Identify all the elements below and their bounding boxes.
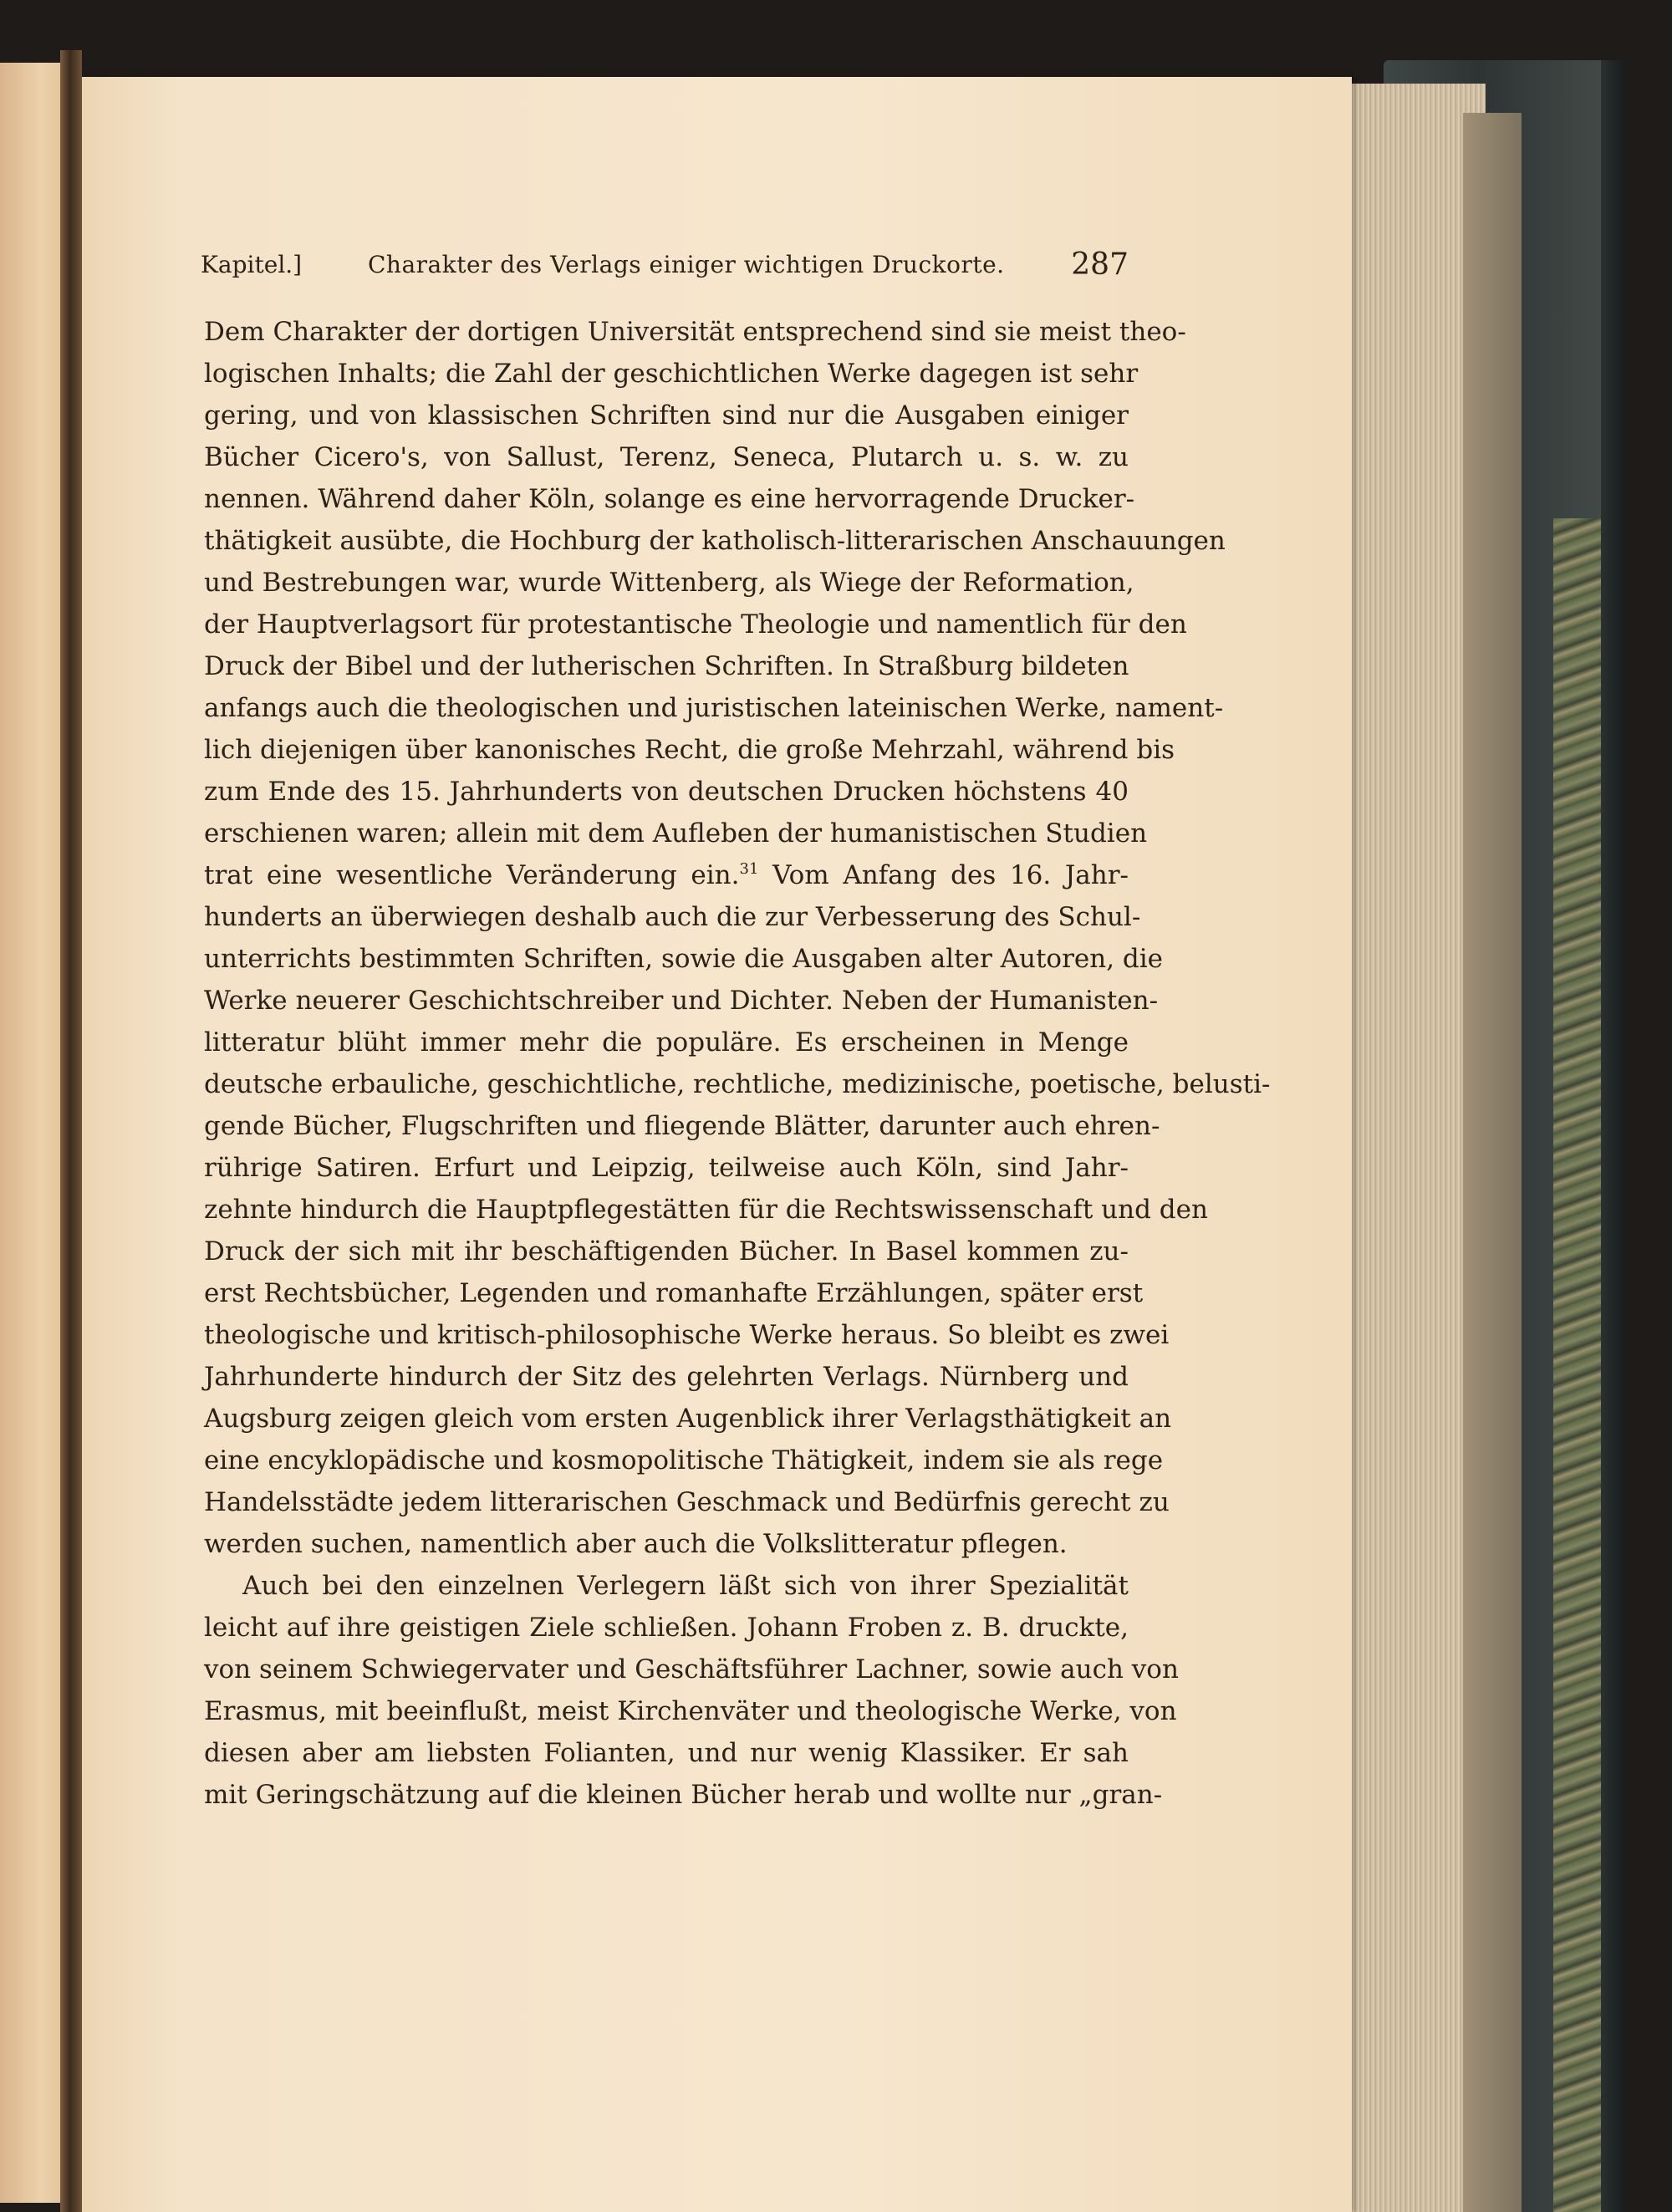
cover-edge — [1601, 60, 1626, 2212]
text-line: theologische und kritisch-philosophische Werke heraus. So bleibt es zwei — [204, 1320, 1170, 1350]
text-line: gende Bücher, Flugschriften und fliegende Blätter, darunter auch ehren- — [204, 1111, 1160, 1141]
text-line: Auch bei den einzelnen Verlegern läßt sich von ihrer Spezialität — [242, 1571, 1129, 1601]
text-line: erst Rechtsbücher, Legenden und romanhafte Erzählungen, später erst — [204, 1278, 1144, 1308]
text-line: unterrichts bestimmten Schriften, sowie die Ausgaben alter Autoren, die — [204, 944, 1164, 974]
running-head-chapter: Kapitel.] — [201, 251, 303, 278]
text-line: eine encyklopädische und kosmopolitische Thätigkeit, indem sie als rege — [204, 1445, 1164, 1476]
facing-page-edge — [0, 63, 69, 2203]
text-line: Erasmus, mit beeinflußt, meist Kirchenväter und theologische Werke, von — [204, 1696, 1177, 1726]
text-line: zum Ende des 15. Jahrhunderts von deutschen Drucken höchstens 40 — [204, 777, 1129, 807]
text-line: Bücher Cicero's, von Sallust, Terenz, Seneca, Plutarch u. s. w. zu — [204, 442, 1129, 472]
text-line: zehnte hindurch die Hauptpflegestätten für die Rechtswissenschaft und den — [204, 1195, 1208, 1225]
text-line: leicht auf ihre geistigen Ziele schließen. Johann Froben z. B. druckte, — [204, 1613, 1129, 1643]
running-head — [201, 247, 1129, 288]
text-line: hunderts an überwiegen deshalb auch die zur Verbesserung des Schul- — [204, 902, 1141, 932]
text-line: Handelsstädte jedem litterarischen Geschmack und Bedürfnis gerecht zu — [204, 1487, 1170, 1517]
text-line: rührige Satiren. Erfurt und Leipzig, teilweise auch Köln, sind Jahr- — [204, 1153, 1129, 1183]
body-text — [204, 311, 1271, 1816]
text-line: Werke neuerer Geschichtschreiber und Dichter. Neben der Humanisten- — [204, 986, 1159, 1016]
text-line: gering, und von klassischen Schriften sind nur die Ausgaben einiger — [204, 400, 1129, 431]
text-line: lich diejenigen über kanonisches Recht, die große Mehrzahl, während bis — [204, 735, 1175, 765]
text-line: von seinem Schwiegervater und Geschäftsführer Lachner, sowie auch von — [204, 1654, 1179, 1684]
text-line: werden suchen, namentlich aber auch die Volkslitteratur pflegen. — [204, 1529, 1068, 1559]
text-line: logischen Inhalts; die Zahl der geschichtlichen Werke dagegen ist sehr — [204, 359, 1139, 389]
book-gutter — [60, 50, 82, 2212]
page-number: 287 — [1071, 247, 1129, 282]
text-line: anfangs auch die theologischen und juristischen lateinischen Werke, nament- — [204, 693, 1224, 723]
footnote-reference: 31 — [739, 860, 759, 878]
text-line: Druck der sich mit ihr beschäftigenden Bücher. In Basel kommen zu- — [204, 1236, 1129, 1267]
text-line: erschienen waren; allein mit dem Aufleben der humanistischen Studien — [204, 818, 1148, 849]
text-line: nennen. Während daher Köln, solange es eine hervorragende Drucker- — [204, 484, 1135, 514]
running-head-title: Charakter des Verlags einiger wichtigen Druckorte. — [368, 251, 1005, 278]
text-line: Augsburg zeigen gleich vom ersten Augenblick ihrer Verlagsthätigkeit an — [204, 1404, 1172, 1434]
text-line: mit Geringschätzung auf die kleinen Bücher herab und wollte nur „gran- — [204, 1780, 1163, 1810]
text-line: Dem Charakter der dortigen Universität entsprechend sind sie meist theo- — [204, 317, 1186, 347]
text-segment: trat eine wesentliche Veränderung ein. — [204, 860, 740, 890]
page-block-shadow — [1463, 113, 1522, 2212]
text-line: Jahrhunderte hindurch der Sitz des gelehrten Verlags. Nürnberg und — [204, 1362, 1129, 1392]
text-line: deutsche erbauliche, geschichtliche, rechtliche, medizinische, poetische, belusti- — [204, 1069, 1271, 1099]
text-line-with-footnote — [204, 854, 1129, 896]
marbled-edge — [1553, 518, 1603, 2212]
text-line: Druck der Bibel und der lutherischen Schriften. In Straßburg bildeten — [204, 651, 1129, 681]
text-line: litteratur blüht immer mehr die populäre. Es erscheinen in Menge — [204, 1027, 1129, 1058]
text-segment: Vom Anfang des 16. Jahr- — [772, 860, 1129, 890]
text-line: diesen aber am liebsten Folianten, und nur wenig Klassiker. Er sah — [204, 1738, 1129, 1768]
text-line: der Hauptverlagsort für protestantische Theologie und namentlich für den — [204, 609, 1187, 640]
text-line: thätigkeit ausübte, die Hochburg der katholisch-litterarischen Anschauungen — [204, 526, 1226, 556]
text-line: und Bestrebungen war, wurde Wittenberg, als Wiege der Reformation, — [204, 568, 1134, 598]
